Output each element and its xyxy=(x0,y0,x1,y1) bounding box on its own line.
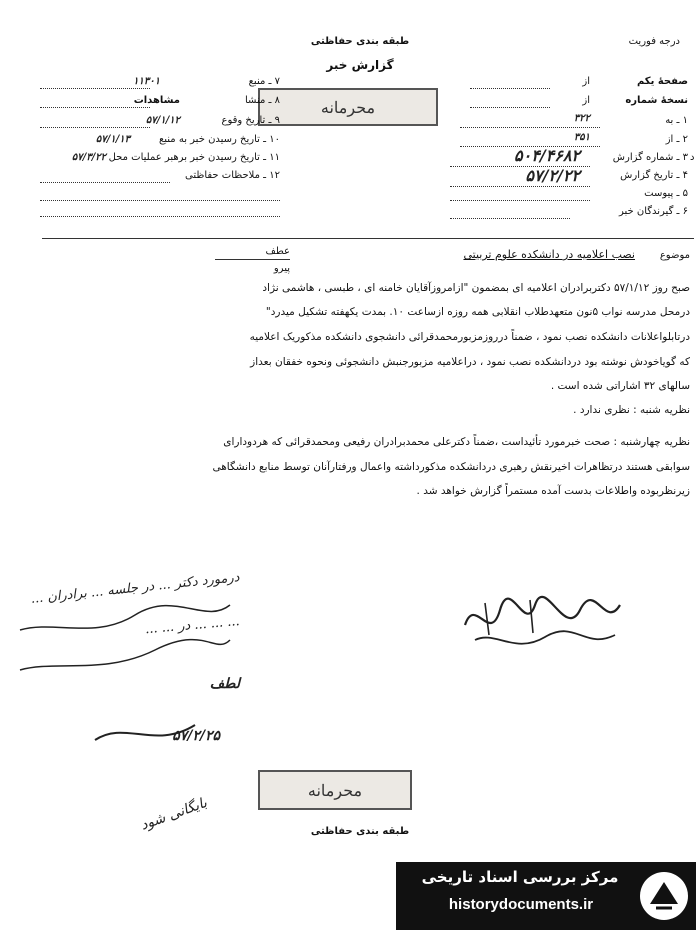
body-line: صبح روز ۵۷/۱/۱۲ دکتربرادران اعلامیه ای بمضمون "ازامروزآقایان خامنه ای ، طبسی ، هاشمی نژاد xyxy=(262,282,690,294)
field-value: ۳۲۲ xyxy=(573,113,590,124)
handwriting-line: درمورد دکتر ... در جلسه ... برادران ... xyxy=(30,570,241,607)
field-value: از xyxy=(582,95,590,106)
watermark-box xyxy=(396,862,696,930)
field-label: ۶ ـ گیرندگان خبر xyxy=(618,206,688,217)
field-label: ۱۰ ـ تاریخ رسیدن خبر به منبع xyxy=(158,134,280,145)
field-value: ۵۷/۲/۲۲ xyxy=(525,166,580,185)
peyro-label: پیرو xyxy=(273,263,290,274)
subject-label: موضوع xyxy=(659,250,690,261)
opinion-saturday: نظریه شنبه : نظری ندارد . xyxy=(573,404,690,416)
side-mark: د xyxy=(690,152,695,163)
body-line: سالهای ۳۲ اشاراتی شده است . xyxy=(550,380,690,392)
handwriting-line: ... ... ... در ... ... xyxy=(144,614,241,638)
footer-classification: طبقه بندی حفاظتی xyxy=(310,826,410,837)
stamp-bottom: محرمانه xyxy=(258,770,412,810)
handwriting-line: لطف xyxy=(209,676,240,692)
header-classification: طبقه بندی حفاظتی xyxy=(310,36,410,47)
field-value: مشاهدات xyxy=(133,95,180,106)
atf-label: عطف xyxy=(265,246,290,257)
header-urgency: درجه فوریت xyxy=(628,36,680,47)
body-line: درتابلواعلانات دانشکده نصب نمود ، ضمناً درروزمزبورمحمدقرائی دانشجوی دانشکده مذکوریک اعلامیه xyxy=(249,331,690,343)
body-line: درمحل مدرسه نواب ۵نون متعهدطلاب انقلابی همه روزه ازساعت ۱۰. بمدت یکهفته تشکیل میدرد" xyxy=(265,306,690,318)
field-label: ۳ ـ شماره گزارش xyxy=(612,152,688,163)
watermark-url: historydocuments.ir xyxy=(448,896,594,913)
subject-text: نصب اعلامیه در دانشکده علوم تربیتی xyxy=(463,248,635,261)
field-value: ۵۷/۱/۱۳ xyxy=(95,134,130,145)
watermark-title: مرکز بررسی اسناد تاریخی xyxy=(421,868,619,886)
field-label: ۹ ـ تاریخ وقوع xyxy=(221,115,280,126)
field-label: ۵ ـ پیوست xyxy=(644,188,688,199)
stamp-top: محرمانه xyxy=(258,88,438,126)
field-value: ۵۷/۳/۲۲ xyxy=(71,152,106,163)
field-value: ۱۱۳۰۱ xyxy=(133,76,160,87)
handwriting-date: ۵۷/۲/۲۵ xyxy=(172,728,220,744)
field-value: ۳۵۱ xyxy=(573,132,590,143)
field-label: ۱ ـ به xyxy=(665,115,688,126)
field-label: ۱۱ ـ تاریخ رسیدن خبر برهبر عملیات محل xyxy=(108,152,280,163)
body-line: که گویاخودش نوشته بود دردانشکده نصب نمود ، دراعلامیه مزبورجنبش دانشجوئی ونحوه خفقان بعداز xyxy=(250,356,690,368)
field-label: ۴ ـ تاریخ گزارش xyxy=(620,170,688,181)
field-label: ۲ ـ از xyxy=(665,134,688,145)
divider xyxy=(42,238,694,239)
archive-logo-icon xyxy=(638,870,690,922)
field-label: ۱۲ ـ ملاحظات حفاظتی xyxy=(185,170,280,181)
opinion-line: سوابقی هستند درتظاهرات اخیرنقش رهبری دردانشکده مذکورداشته واعمال ورفتارآنان توسط منابع دانشگاهی xyxy=(212,461,690,473)
field-value: ۵۷/۱/۱۲ xyxy=(145,115,180,126)
field-label: صفحهٔ یکم xyxy=(636,76,688,87)
handwriting-scribbles xyxy=(15,600,235,750)
atf-rule xyxy=(215,259,290,260)
opinion-line: نظریه چهارشنبه : صحت خبرمورد تأئیداست ،ضمناً دکترعلی محمدبرادران رفیعی ومحمدقرائی که هردودارای xyxy=(223,436,690,448)
field-value: ۵۰۴/۴۶۸۲ xyxy=(514,146,580,165)
field-label: نسخهٔ شماره xyxy=(625,95,688,106)
opinion-line: زیرنظربوده واطلاعات بدست آمده مستمراً گزارش خواهد شد . xyxy=(416,485,690,497)
field-value: از xyxy=(582,76,590,87)
field-label: ۷ ـ منبع xyxy=(248,76,280,87)
field-label: ۸ ـ منشا xyxy=(244,95,280,106)
signature-right xyxy=(455,585,625,665)
handwriting-bottom: بایگانی شود xyxy=(138,794,210,834)
header-title: گزارش خبر xyxy=(326,58,394,72)
